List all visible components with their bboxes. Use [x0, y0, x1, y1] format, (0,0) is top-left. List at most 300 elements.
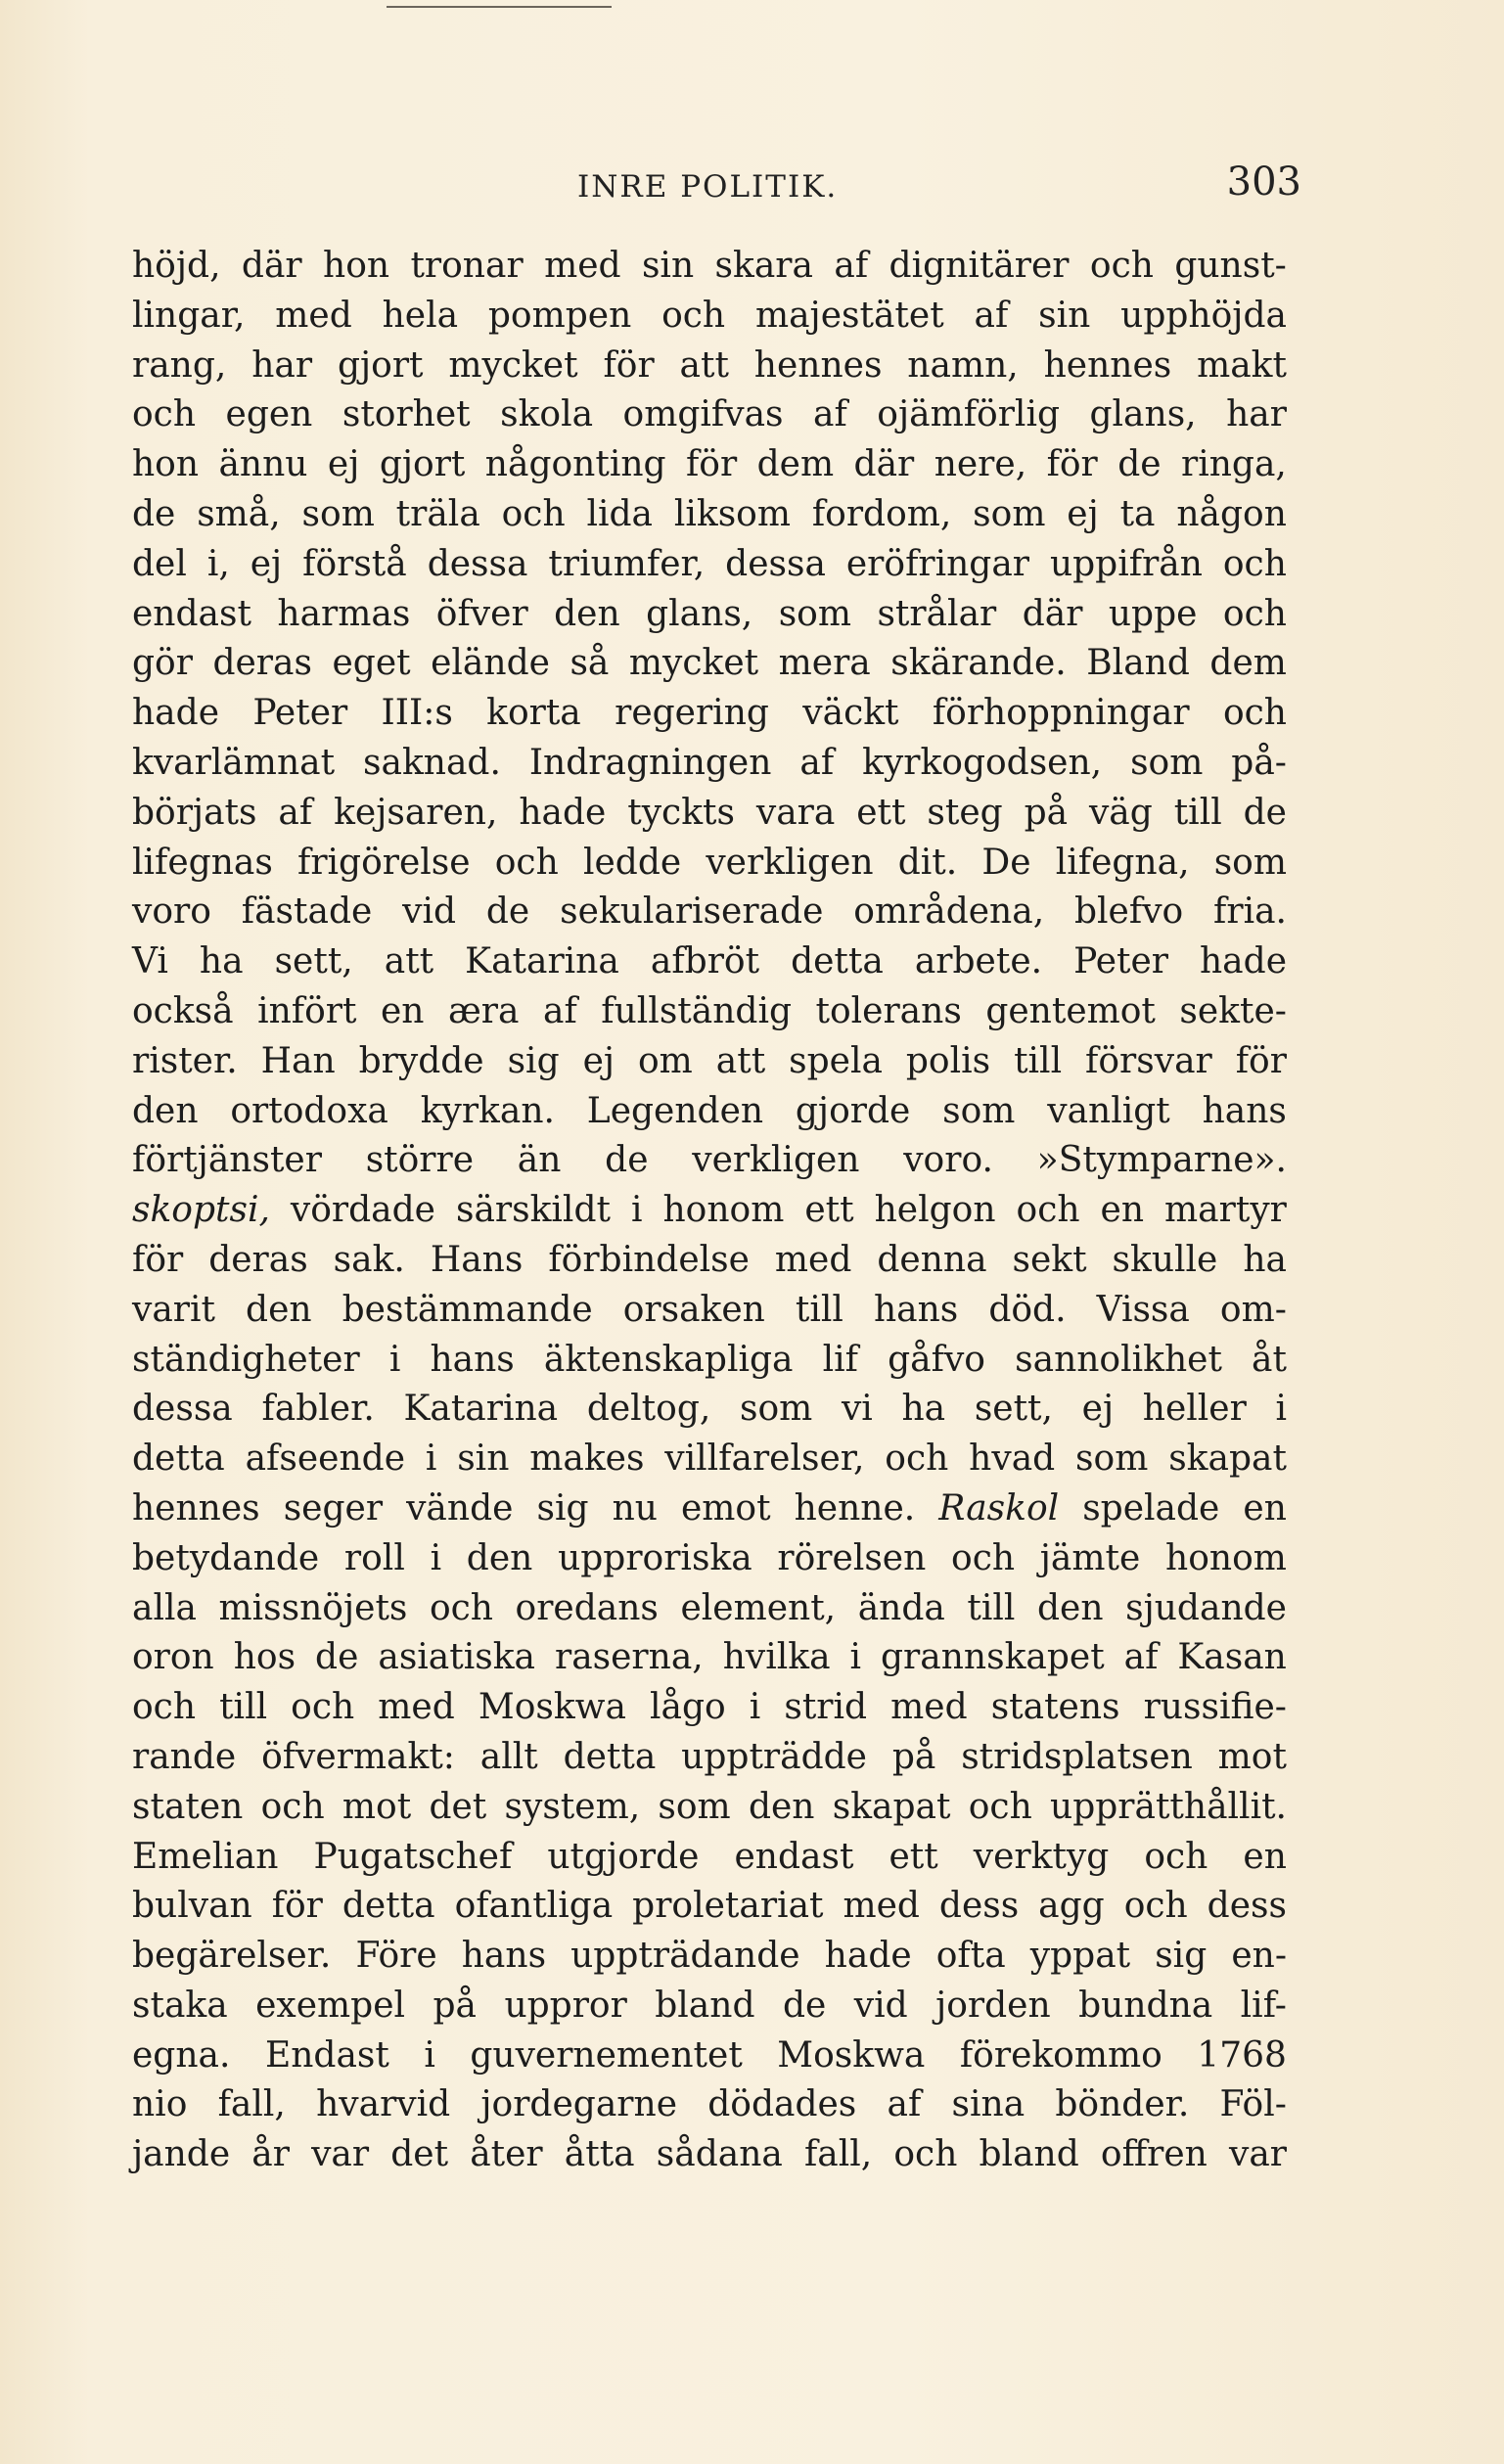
word: saknad. [363, 742, 501, 783]
text-line [132, 440, 1287, 490]
word: alla [132, 1587, 197, 1628]
text-line [132, 540, 1287, 590]
word: sekulariserade [560, 891, 824, 933]
word: Han [260, 1040, 336, 1081]
word: dit. [897, 842, 958, 883]
word: bland [655, 1985, 755, 2026]
word: sin [1038, 295, 1091, 336]
word: och [1016, 1190, 1080, 1231]
word: förhoppningar [932, 693, 1190, 734]
word: spela [789, 1040, 883, 1081]
word: del [132, 543, 187, 584]
word: verktyg [973, 1836, 1110, 1877]
word: förstå [302, 543, 407, 584]
word: vi [841, 1389, 873, 1430]
word: i [430, 1537, 442, 1578]
word: den [132, 1090, 199, 1131]
word: sig [1155, 1936, 1208, 1977]
word: någon [1176, 493, 1287, 534]
word: regering [615, 693, 769, 734]
word: med [275, 295, 352, 336]
word: deltog, [586, 1389, 711, 1430]
word: mycket [628, 643, 759, 684]
text-line [132, 342, 1287, 391]
word: hennes [1043, 344, 1172, 386]
word: blefvo [1074, 891, 1184, 933]
word: att [715, 1040, 766, 1081]
text-line [132, 1733, 1287, 1783]
word: sett, [274, 941, 353, 982]
text-line [132, 839, 1287, 889]
word: som [739, 1389, 813, 1430]
word: hon [323, 246, 390, 286]
word: större [365, 1140, 475, 1181]
word: Moskwa [478, 1687, 626, 1728]
word: kvarlämnat [132, 742, 336, 783]
word: och [1123, 1886, 1188, 1927]
word: korta [486, 693, 581, 734]
word: detta [132, 1438, 225, 1480]
word: voro [132, 891, 211, 933]
word: Peter [1073, 941, 1168, 982]
word: ännu [218, 444, 308, 485]
word: ej [1081, 1389, 1115, 1430]
word: tolerans [815, 990, 962, 1031]
word: spelade [1082, 1487, 1220, 1529]
word: makt [1197, 344, 1287, 386]
word: ledde [582, 842, 682, 883]
word: eget [332, 643, 411, 684]
word: majestätet [754, 295, 944, 336]
word: nu [612, 1487, 658, 1529]
word: honom [662, 1190, 785, 1231]
word: den [1037, 1587, 1104, 1628]
word: hennes [753, 344, 883, 386]
word: till [1014, 1040, 1063, 1081]
text-line [132, 2031, 1287, 2081]
word: sak. [333, 1239, 405, 1280]
word: åter [470, 2134, 543, 2175]
word: triumfer, [548, 543, 706, 584]
word: träla [395, 493, 480, 534]
word: för [132, 1239, 184, 1280]
word: fullständig [601, 990, 793, 1031]
word: Katarina [403, 1389, 559, 1430]
word: frigörelse [297, 842, 471, 883]
word: mot [1217, 1736, 1287, 1777]
word: deras [212, 643, 312, 684]
word: och [1144, 1836, 1208, 1877]
word: sådana [656, 2134, 783, 2175]
word: och [260, 1786, 325, 1827]
word: offren [1100, 2134, 1208, 2175]
word: yppat [1029, 1936, 1131, 1977]
word: Före [355, 1936, 437, 1977]
text-line [132, 1385, 1287, 1435]
word: elände [431, 643, 550, 684]
word: hela [382, 295, 459, 336]
word: heller [1142, 1389, 1247, 1430]
word: afseende [245, 1438, 405, 1480]
word: afbröt [650, 941, 760, 982]
word: glans, [1089, 394, 1197, 435]
word: och [132, 394, 197, 435]
word: de [1243, 792, 1287, 833]
word: martyr [1164, 1190, 1287, 1231]
word: som [1130, 742, 1204, 783]
word: och [661, 295, 726, 336]
word: staten [132, 1786, 244, 1827]
word: de [132, 493, 176, 534]
word: områdena, [853, 891, 1045, 933]
word: ett [804, 1190, 854, 1231]
word: Endast [264, 2034, 389, 2076]
word: ha [199, 941, 244, 982]
text-line [132, 639, 1287, 689]
word: på [891, 1736, 936, 1777]
word: liksom [673, 493, 791, 534]
word: sig [507, 1040, 560, 1081]
word: af [1123, 1637, 1159, 1678]
top-edge-rule [387, 6, 612, 8]
word: dignitärer [889, 246, 1070, 286]
word: sjudande [1125, 1587, 1287, 1628]
word: rister. [132, 1040, 238, 1081]
word: fordom, [811, 493, 952, 534]
word: omgifvas [622, 394, 784, 435]
word: på- [1231, 742, 1287, 783]
word: dessa [427, 543, 528, 584]
word: på [1024, 792, 1069, 833]
word: fall, [803, 2134, 873, 2175]
word: börjats [132, 792, 257, 833]
word: försvar [1085, 1040, 1212, 1081]
word: hvarvid [316, 2084, 451, 2125]
text-line [132, 490, 1287, 540]
word: lågo [650, 1687, 726, 1728]
word: tyckts [627, 792, 735, 833]
word: grannskapet [881, 1637, 1105, 1678]
word: hade [132, 693, 219, 734]
word: mot [342, 1786, 412, 1827]
word: Katarina [465, 941, 619, 982]
text-line [132, 739, 1287, 789]
word: harmas [277, 593, 411, 634]
word: steg [927, 792, 1003, 833]
text-line [132, 1584, 1287, 1634]
word: oredans [515, 1587, 659, 1628]
word: ojämförlig [877, 394, 1060, 435]
word: och [885, 1438, 949, 1480]
word: makes [529, 1438, 645, 1480]
word: med [890, 1687, 968, 1728]
word: nere, [934, 444, 1027, 485]
word: uppträdde [681, 1736, 867, 1777]
word: fall, [217, 2084, 286, 2125]
text-line [132, 390, 1287, 440]
word: ett [856, 792, 906, 833]
text-line [132, 1236, 1287, 1286]
word: har [1226, 394, 1287, 435]
word: af [834, 246, 869, 286]
word: som [1213, 842, 1287, 883]
word: att [384, 941, 434, 982]
word: hans [461, 1936, 547, 1977]
word: Bland [1086, 643, 1190, 684]
word: ringa, [1180, 444, 1287, 485]
page-header [132, 160, 1301, 210]
word: ej [582, 1040, 615, 1081]
word: staka [132, 1985, 228, 2026]
word: i [749, 1687, 761, 1728]
text-line [132, 1286, 1287, 1336]
word: 1768 [1197, 2034, 1287, 2076]
word: skapat [832, 1786, 951, 1827]
word: orsaken [622, 1289, 765, 1330]
word: till [795, 1289, 843, 1330]
word: ha [901, 1389, 946, 1430]
word: öfvermakt: [261, 1736, 455, 1777]
word: bland [979, 2134, 1079, 2175]
word: villfarelser, [664, 1438, 865, 1480]
word: ofta [935, 1936, 1006, 1977]
word: detta [791, 941, 884, 982]
word: ha [1243, 1239, 1287, 1280]
word: och [1222, 543, 1287, 584]
word: skapat [1168, 1438, 1287, 1480]
word: skoptsi, [132, 1190, 270, 1231]
word: guvernementet [470, 2034, 743, 2076]
text-line [132, 789, 1287, 839]
word: deras [208, 1239, 308, 1280]
word: exempel [255, 1985, 406, 2026]
word: än [517, 1140, 562, 1181]
word: de [315, 1637, 359, 1678]
word: russifie- [1143, 1687, 1287, 1728]
word: jorden [935, 1985, 1051, 2026]
word: en [1243, 1487, 1287, 1529]
word: förbindelse [548, 1239, 750, 1280]
word: dessa [725, 543, 826, 584]
word: om [638, 1040, 693, 1081]
word: för [685, 444, 738, 485]
word: tronar [410, 246, 524, 286]
word: vanligt [1047, 1090, 1170, 1131]
word: hans [873, 1289, 959, 1330]
word: nio [132, 2084, 188, 2125]
word: med [544, 246, 621, 286]
word: denna [877, 1239, 987, 1280]
word: väg [1088, 792, 1153, 833]
running-head: INRE POLITIK. [577, 169, 839, 205]
word: har [251, 344, 313, 386]
word: och [1222, 693, 1287, 734]
word: och [968, 1786, 1032, 1827]
word: gåfvo [888, 1339, 985, 1380]
word: med [774, 1239, 852, 1280]
word: vördade [290, 1190, 435, 1231]
word: förtjänster [132, 1140, 322, 1181]
word: Kasan [1177, 1637, 1287, 1678]
word: lingar, [132, 295, 246, 336]
word: någonting [484, 444, 666, 485]
word: där [241, 246, 302, 286]
word: i [388, 1339, 401, 1380]
word: Pugatschef [313, 1836, 513, 1877]
text-line [132, 1186, 1287, 1236]
word: rang, [132, 344, 227, 386]
word: de [1117, 444, 1162, 485]
word: polis [905, 1040, 991, 1081]
text-line [132, 2080, 1287, 2130]
word: ortodoxa [230, 1090, 388, 1131]
word: som [778, 593, 851, 634]
word: jordegarne [480, 2084, 677, 2125]
word: statens [990, 1687, 1120, 1728]
word: var [311, 2134, 370, 2175]
word: bundna [1078, 1985, 1213, 2026]
text-line [132, 1534, 1287, 1584]
word: lif- [1240, 1985, 1287, 2026]
word: gunst- [1174, 246, 1287, 286]
word: sin [457, 1438, 510, 1480]
word: där [853, 444, 915, 485]
word: så [570, 643, 610, 684]
word: pompen [487, 295, 632, 336]
word: för [271, 1886, 323, 1927]
word: med [843, 1886, 920, 1927]
word: lida [586, 493, 654, 534]
word: sett, [974, 1389, 1053, 1430]
word: gjort [337, 344, 424, 386]
word: ständigheter [132, 1339, 360, 1380]
word: af [799, 742, 835, 783]
word: gör [132, 643, 193, 684]
word: verkligen [692, 1140, 860, 1181]
word: hans [430, 1339, 515, 1380]
word: Indragningen [528, 742, 772, 783]
word: också [132, 990, 234, 1031]
word: till [219, 1687, 268, 1728]
word: hade [1200, 941, 1287, 982]
word: detta [342, 1886, 435, 1927]
word: gentemot [985, 990, 1156, 1031]
word: för [1046, 444, 1098, 485]
text-line [132, 1087, 1287, 1137]
word: egna. [132, 2034, 231, 2076]
text-line [132, 888, 1287, 937]
word: oron [132, 1637, 214, 1678]
text-line [132, 242, 1287, 292]
word: Peter [252, 693, 348, 734]
word: bulvan [132, 1886, 252, 1927]
word: Vissa [1096, 1289, 1190, 1330]
word: en- [1231, 1936, 1287, 1977]
word: ej [327, 444, 360, 485]
word: i [849, 1637, 862, 1678]
word: en [1243, 1836, 1287, 1877]
word: som [301, 493, 375, 534]
word: och [893, 2134, 958, 2175]
word: Vi [132, 941, 168, 982]
word: upprätthållit. [1050, 1786, 1287, 1827]
word: de [605, 1140, 649, 1181]
word: arbete. [914, 941, 1043, 982]
word: Hans [430, 1239, 524, 1280]
word: för [603, 344, 655, 386]
text-line [132, 1336, 1287, 1386]
word: element, [680, 1587, 837, 1628]
word: det [390, 2134, 449, 2175]
word: III:s [381, 693, 453, 734]
word: mera [778, 643, 871, 684]
word: rande [132, 1736, 237, 1777]
text-line [132, 689, 1287, 739]
word: dem [1209, 643, 1287, 684]
word: uppe [1108, 593, 1198, 634]
word: asiatiska [378, 1637, 536, 1678]
word: sekt [1012, 1239, 1087, 1280]
word: skola [500, 394, 594, 435]
word: hade [519, 792, 607, 833]
word: de [485, 891, 530, 933]
word: och [429, 1587, 493, 1628]
word: där [1022, 593, 1083, 634]
word: för [1235, 1040, 1287, 1081]
word: ta [1119, 493, 1156, 534]
word: den [748, 1786, 815, 1827]
word: förekommo [959, 2034, 1162, 2076]
word: af [887, 2084, 922, 2125]
word: var [1228, 2134, 1287, 2175]
word: kyrkogodsen, [862, 742, 1103, 783]
word: endast [734, 1836, 854, 1877]
word: fabler. [261, 1389, 375, 1430]
word: lif [822, 1339, 858, 1380]
word: kejsaren, [334, 792, 498, 833]
word: som [973, 493, 1046, 534]
word: och [1222, 593, 1287, 634]
word: väckt [802, 693, 899, 734]
word: strid [784, 1687, 868, 1728]
word: som [1075, 1438, 1149, 1480]
word: den [246, 1289, 312, 1330]
page-number: 303 [1226, 160, 1301, 205]
text-line [132, 2130, 1287, 2180]
word: och [951, 1537, 1016, 1578]
word: i [1275, 1389, 1287, 1430]
word: verkligen [706, 842, 874, 883]
word: åtta [564, 2134, 635, 2175]
word: bestämmande [342, 1289, 593, 1330]
word: eröfringar [845, 543, 1030, 584]
word: begärelser. [132, 1936, 332, 1977]
word: namn, [907, 344, 1019, 386]
word: skärande. [890, 643, 1067, 684]
word: gjort [379, 444, 466, 485]
word: missnöjets [218, 1587, 408, 1628]
word: till [1173, 792, 1222, 833]
word: de [782, 1985, 827, 2026]
word: sannolikhet [1015, 1339, 1222, 1380]
word: henne. [794, 1487, 916, 1529]
word: vid [402, 891, 457, 933]
word: æra [447, 990, 520, 1031]
word: af [813, 394, 847, 435]
text-line [132, 1982, 1287, 2031]
word: att [679, 344, 729, 386]
text-line [132, 1783, 1287, 1833]
